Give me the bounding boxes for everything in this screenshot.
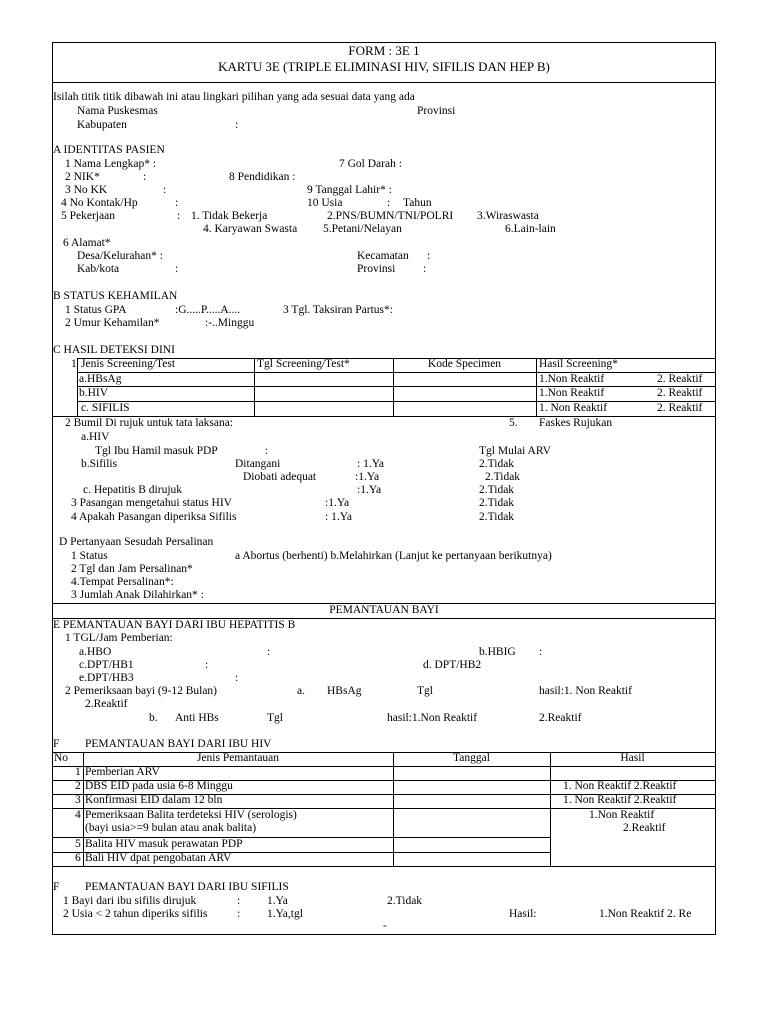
pekerjaan-option: 4. Karyawan Swasta — [203, 223, 298, 235]
field-hbo: a.HBO — [79, 646, 112, 658]
option-ya: :1.Ya — [325, 497, 350, 509]
table-c-result: 1. Non Reaktif — [539, 402, 608, 414]
option-tidak: 2.Tidak — [479, 458, 515, 470]
table-row-jenis: Konfirmasi EID dalam 12 bln — [85, 794, 223, 806]
field-hepb: c. Hepatitis B dirujuk — [83, 484, 183, 496]
field-pekerjaan-colon: : — [177, 210, 181, 222]
field-prov-colon: : — [423, 263, 427, 275]
section-f-letter: F — [53, 881, 60, 893]
field-kab: Kab/kota — [77, 263, 120, 275]
instruction-text: Isilah titik titik dibawah ini atau lingkari pilihan yang ada sesuai data yang ada — [53, 91, 415, 103]
puskesmas-label: Nama Puskesmas — [77, 105, 158, 117]
section-f-hiv-title: PEMANTAUAN BAYI DARI IBU HIV — [85, 738, 272, 750]
field-tgl-lahir: 9 Tanggal Lahir* : — [307, 184, 392, 196]
field-faskes: Faskes Rujukan — [539, 417, 613, 429]
field-tgl: Tgl — [417, 685, 433, 697]
field-tahun: Tahun — [403, 197, 432, 209]
field-hasil: hasil:1. Non Reaktif — [539, 685, 632, 697]
field-prov: Provinsi — [357, 263, 396, 275]
table-c-result: 1.Non Reaktif — [539, 373, 605, 385]
table-c-test: c. SIFILIS — [81, 402, 130, 414]
field-tempat-persalinan: 4.Tempat Persalinan*: — [71, 576, 174, 588]
table-c-header: Kode Specimen — [427, 358, 502, 370]
table-c-header: Tgl Screening/Test* — [257, 358, 350, 370]
section-f-sifilis-title: PEMANTAUAN BAYI DARI IBU SIFILIS — [85, 881, 289, 893]
table-c-result: 2. Reaktif — [657, 373, 703, 385]
field-reaktif: 2.Reaktif — [85, 698, 128, 710]
field-nama: 1 Nama Lengkap* : — [65, 158, 157, 170]
field-tgl-pemberian: 1 TGL/Jam Pemberian: — [65, 632, 173, 644]
option-ya: : 1.Ya — [325, 511, 352, 523]
field-nik-colon: : — [143, 171, 147, 183]
table-c-header: Jenis Screening/Test — [81, 358, 176, 370]
option-ya: 1.Ya — [267, 895, 288, 907]
field-kecamatan: Kecamatan — [357, 250, 409, 262]
field-rujuk: 2 Bumil Di rujuk untuk tata laksana: — [65, 417, 234, 429]
field-ditangani: Ditangani — [235, 458, 281, 470]
kabupaten-label: Kabupaten — [77, 119, 127, 131]
field-dpt1: c.DPT/HB1 — [79, 659, 134, 671]
field-gol-darah: 7 Gol Darah : — [339, 158, 402, 170]
option-ya-tgl: 1.Ya,tgl — [267, 908, 303, 920]
field-hbsag: HBsAg — [327, 685, 362, 697]
table-c-header: Hasil Screening* — [539, 358, 618, 370]
field-pemeriksaan: 2 Pemeriksaan bayi (9-12 Bulan) — [65, 685, 218, 697]
table-row-number: 4 — [75, 809, 81, 821]
field-faskes-number: 5. — [509, 417, 518, 429]
table-c-result: 1.Non Reaktif — [539, 387, 605, 399]
kabupaten-colon: : — [235, 119, 239, 131]
option-ya: :1.Ya — [357, 484, 382, 496]
table-row-number: 6 — [75, 852, 81, 864]
field-kab-colon: : — [175, 263, 179, 275]
field-taksiran: 3 Tgl. Taksiran Partus*: — [283, 304, 393, 316]
field-alamat: 6 Alamat* — [63, 237, 111, 249]
table-c-result: 2. Reaktif — [657, 387, 703, 399]
field-tgl: Tgl — [267, 712, 283, 724]
table-row-hasil: 1. Non Reaktif 2.Reaktif — [563, 794, 677, 806]
field-tgl-persalinan: 2 Tgl dan Jam Persalinan* — [71, 563, 193, 575]
form-title: KARTU 3E (TRIPLE ELIMINASI HIV, SIFILIS DAN HEP B) — [218, 59, 550, 74]
table-row-hasil: 2.Reaktif — [623, 822, 666, 834]
table-row-jenis: Bali HIV dpat pengobatan ARV — [85, 852, 232, 864]
section-b-title: B STATUS KEHAMILAN — [53, 290, 178, 302]
divider — [53, 82, 715, 83]
pekerjaan-option: 5.Petani/Nelayan — [323, 223, 402, 235]
field-kk: 3 No KK — [65, 184, 108, 196]
pekerjaan-option: 2.PNS/BUMN/TNI/POLRI — [327, 210, 454, 222]
section-f-letter: F — [53, 738, 60, 750]
option-tidak: 2.Tidak — [387, 895, 423, 907]
dash: - — [383, 920, 387, 932]
table-row-jenis: Pemberian ARV — [85, 766, 160, 778]
table-row-number: 5 — [75, 838, 81, 850]
field-periksa: 4 Apakah Pasangan diperiksa Sifilis — [71, 511, 237, 523]
field-status: 1 Status — [71, 550, 108, 562]
table-f-header: Tanggal — [453, 752, 490, 764]
field-reaktif: 2.Reaktif — [539, 712, 582, 724]
option-ya: :1.Ya — [355, 471, 380, 483]
field-gpa: 1 Status GPA — [65, 304, 127, 316]
field-hasil-options: 1.Non Reaktif 2. Re — [599, 908, 692, 920]
table-row-jenis: Balita HIV masuk perawatan PDP — [85, 838, 243, 850]
option-tidak: 2.Tidak — [479, 511, 515, 523]
field-b: b. — [149, 712, 158, 724]
field-usia-colon: : — [387, 197, 391, 209]
field-arv: Tgl Mulai ARV — [479, 445, 551, 457]
field-dpt1-colon: : — [205, 659, 209, 671]
field-q1: 1 Bayi dari ibu sifilis dirujuk — [63, 895, 197, 907]
field-kk-colon: : — [163, 184, 167, 196]
field-sifilis: b.Sifilis — [81, 458, 118, 470]
section-c-title: C HASIL DETEKSI DINI — [53, 344, 175, 356]
field-pdp-colon: : — [265, 445, 269, 457]
pekerjaan-option: 1. Tidak Bekerja — [191, 210, 268, 222]
table-c-row-number: 1 — [71, 358, 77, 370]
field-pasangan: 3 Pasangan mengetahui status HIV — [71, 497, 232, 509]
field-umur-value: :-..Minggu — [205, 317, 255, 329]
form-number: FORM : 3E 1 — [348, 43, 420, 58]
table-c-test: b.HIV — [79, 387, 109, 399]
table-row-jenis: (bayi usia>=9 bulan atau anak balita) — [85, 822, 257, 834]
table-row-jenis: DBS EID pada usia 6-8 Minggu — [85, 780, 233, 792]
field-desa: Desa/Kelurahan* : — [77, 250, 163, 262]
section-d-title: D Pertanyaan Sesudah Persalinan — [59, 536, 214, 548]
table-c-test: a.HBsAg — [79, 373, 122, 385]
field-kontak-colon: : — [175, 197, 179, 209]
pekerjaan-option: 6.Lain-lain — [505, 223, 556, 235]
field-hasil: hasil:1.Non Reaktif — [387, 712, 478, 724]
table-row-number: 1 — [75, 766, 81, 778]
table-row-hasil: 1. Non Reaktif 2.Reaktif — [563, 780, 677, 792]
table-f-header: Hasil — [620, 752, 645, 764]
field-hbo-colon: : — [267, 646, 271, 658]
field-pdp: Tgl Ibu Hamil masuk PDP — [95, 445, 218, 457]
table-row-jenis: Pemeriksaan Balita terdeteksi HIV (serologis) — [85, 809, 297, 821]
option-tidak: 2.Tidak — [485, 471, 521, 483]
field-anti-hbs: Anti HBs — [175, 712, 219, 724]
section-a-title: A IDENTITAS PASIEN — [53, 144, 165, 156]
pekerjaan-option: 3.Wiraswasta — [477, 210, 539, 222]
field-status-options: a Abortus (berhenti) b.Melahirkan (Lanjut ke pertanyaan berikutnya) — [235, 550, 552, 562]
field-pendidikan: 8 Pendidikan : — [229, 171, 296, 183]
option-ya: : 1.Ya — [357, 458, 384, 470]
table-c-result: 2. Reaktif — [657, 402, 703, 414]
field-q1-colon: : — [237, 895, 241, 907]
field-dpt3: e.DPT/HB3 — [79, 672, 134, 684]
pemantauan-title: PEMANTAUAN BAYI — [329, 604, 439, 616]
table-row-number: 2 — [75, 780, 81, 792]
field-dpt2: d. DPT/HB2 — [423, 659, 482, 671]
field-jumlah-anak: 3 Jumlah Anak Dilahirkan* : — [71, 589, 204, 601]
field-hasil: Hasil: — [509, 908, 537, 920]
table-f-header: Jenis Pemantauan — [196, 752, 280, 764]
field-usia: 10 Usia — [307, 197, 343, 209]
field-umur: 2 Umur Kehamilan* — [65, 317, 160, 329]
field-hbig-colon: : — [539, 646, 543, 658]
field-kontak: 4 No Kontak/Hp — [61, 197, 138, 209]
field-q2: 2 Usia < 2 tahun diperiks sifilis — [63, 908, 208, 920]
field-pekerjaan: 5 Pekerjaan — [61, 210, 115, 222]
option-tidak: 2.Tidak — [479, 497, 515, 509]
table-row-hasil: 1.Non Reaktif — [589, 809, 655, 821]
section-e-title: E PEMANTAUAN BAYI DARI IBU HEPATITIS B — [53, 619, 296, 631]
field-gpa-value: :G.....P.....A.... — [175, 304, 241, 316]
field-a: a. — [297, 685, 305, 697]
field-kecamatan-colon: : — [427, 250, 431, 262]
form-card — [52, 42, 716, 935]
table-row-number: 3 — [75, 794, 81, 806]
provinsi-label: Provinsi — [417, 105, 456, 117]
option-tidak: 2.Tidak — [479, 484, 515, 496]
field-diobati: Diobati adequat — [243, 471, 317, 483]
field-hbig: b.HBIG — [479, 646, 516, 658]
field-q2-colon: : — [237, 908, 241, 920]
table-f-header: No — [54, 752, 69, 764]
field-nik: 2 NIK* — [65, 171, 100, 183]
field-dpt3-colon: : — [235, 672, 239, 684]
field-hiv: a.HIV — [81, 431, 110, 443]
